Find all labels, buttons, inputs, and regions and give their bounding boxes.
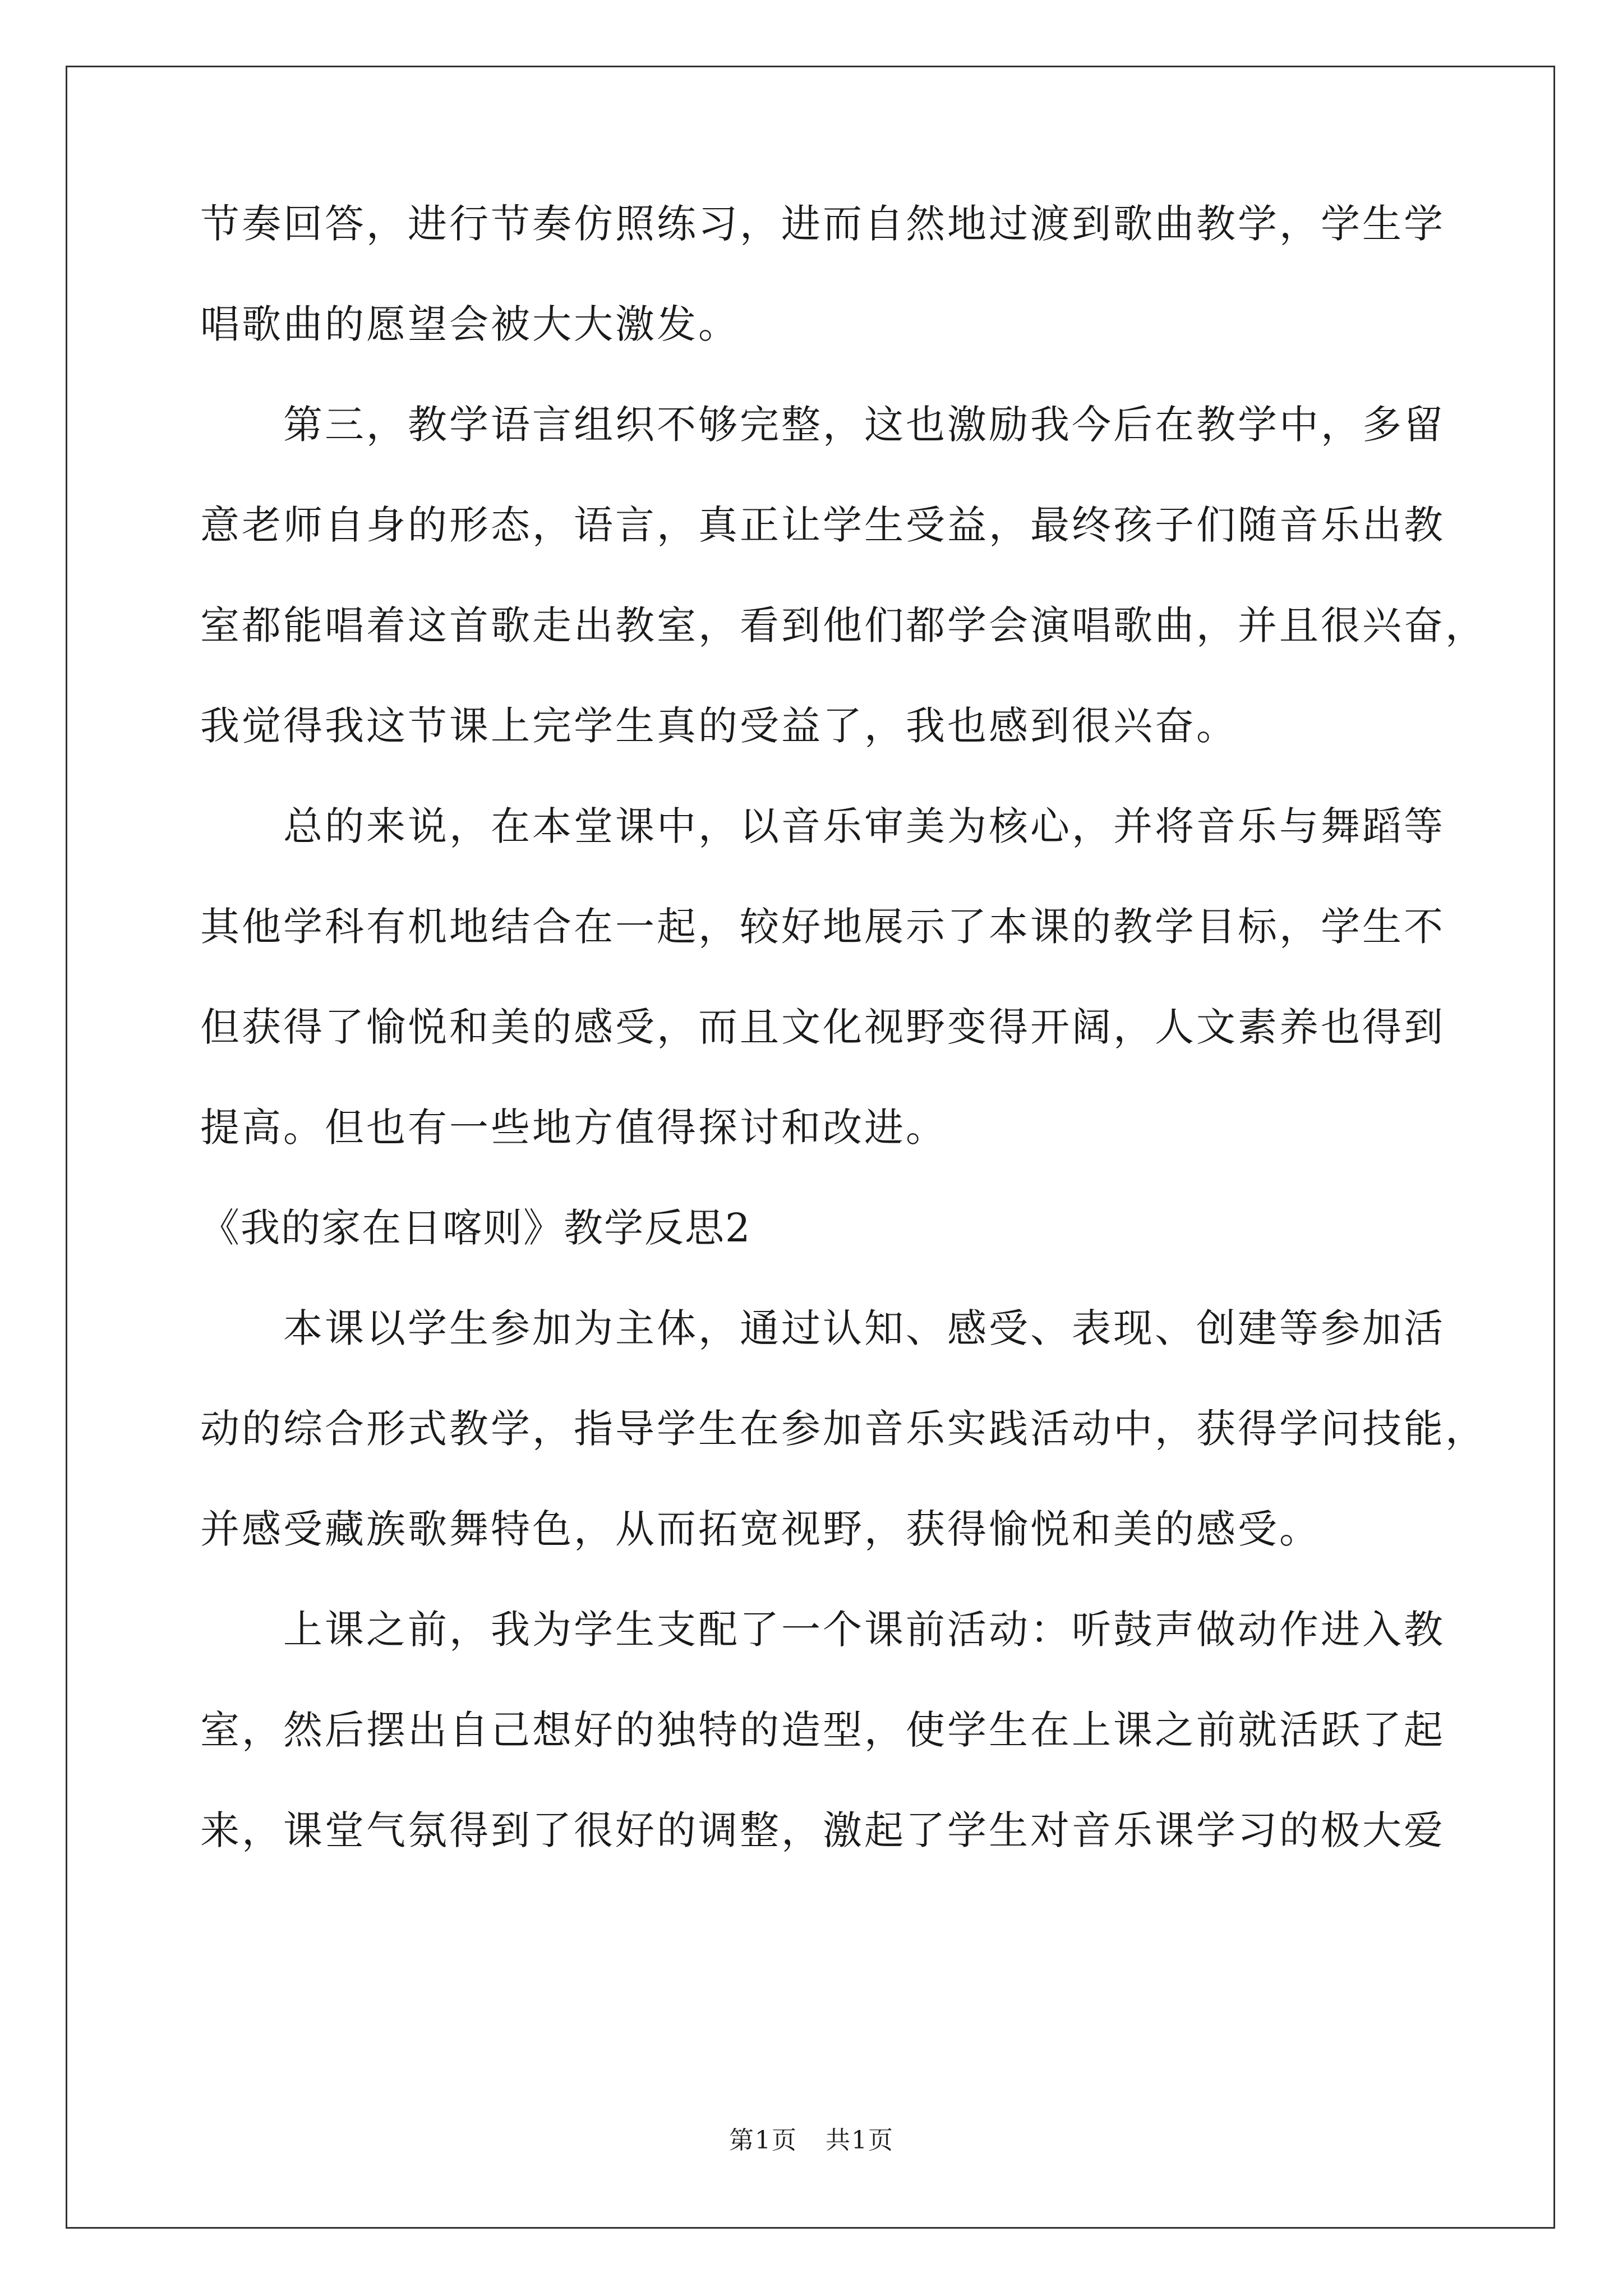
paragraph-line: 但获得了愉悦和美的感受，而且文化视野变得开阔，人文素养也得到 <box>200 1004 1445 1050</box>
paragraph-line: 并感受藏族歌舞特色，从而拓宽视野，获得愉悦和美的感受。 <box>200 1506 1321 1552</box>
paragraph-line: 唱歌曲的愿望会被大大激发。 <box>200 301 740 347</box>
paragraph-line: 第三，教学语言组织不够完整，这也激励我今后在教学中，多留 <box>283 402 1445 448</box>
paragraph-line: 动的综合形式教学，指导学生在参加音乐实践活动中，获得学问技能， <box>200 1406 1487 1452</box>
paragraph-line: 上课之前，我为学生支配了一个课前活动：听鼓声做动作进入教 <box>283 1607 1445 1653</box>
paragraph-line: 来，课堂气氛得到了很好的调整，激起了学生对音乐课学习的极大爱 <box>200 1807 1445 1853</box>
section-heading: 《我的家在日喀则》教学反思2 <box>200 1205 751 1251</box>
paragraph-line: 总的来说，在本堂课中，以音乐审美为核心，并将音乐与舞蹈等 <box>283 803 1445 849</box>
paragraph-line: 意老师自身的形态，语言，真正让学生受益，最终孩子们随音乐出教 <box>200 502 1445 548</box>
paragraph-line: 我觉得我这节课上完学生真的受益了，我也感到很兴奋。 <box>200 703 1238 749</box>
page-number-total: 共1页 <box>826 2126 894 2155</box>
paragraph-line: 节奏回答，进行节奏仿照练习，进而自然地过渡到歌曲教学，学生学 <box>200 201 1445 247</box>
paragraph-line: 提高。但也有一些地方值得探讨和改进。 <box>200 1105 947 1151</box>
paragraph-line: 室，然后摆出自己想好的独特的造型，使学生在上课之前就活跃了起 <box>200 1707 1445 1753</box>
document-body <box>200 197 1490 1904</box>
page-footer <box>0 2124 1623 2157</box>
paragraph-line: 其他学科有机地结合在一起，较好地展示了本课的教学目标，学生不 <box>200 904 1445 950</box>
paragraph-line: 本课以学生参加为主体，通过认知、感受、表现、创建等参加活 <box>283 1305 1445 1351</box>
paragraph-line: 室都能唱着这首歌走出教室，看到他们都学会演唱歌曲，并且很兴奋， <box>200 602 1487 648</box>
page-number-current: 第1页 <box>729 2126 797 2155</box>
